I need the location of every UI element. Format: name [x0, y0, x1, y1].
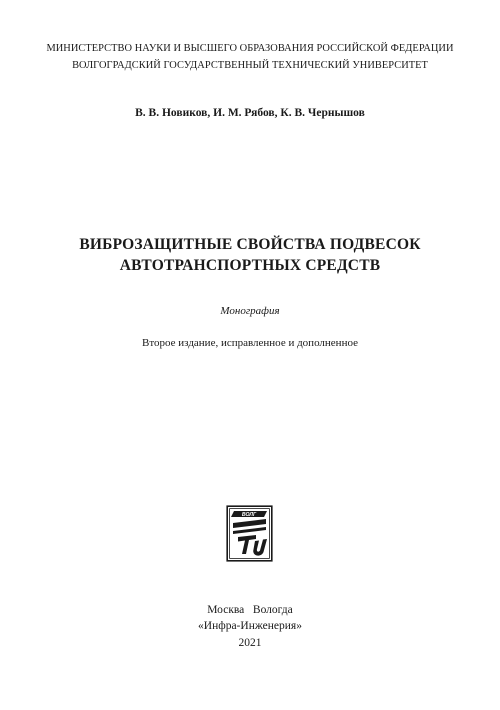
- volgtu-emblem-icon: [226, 505, 273, 562]
- genre-label: Монография: [220, 305, 280, 317]
- logo-text: ВОЛГ: [241, 512, 257, 518]
- imprint-cities: Москва Вологда: [207, 604, 293, 616]
- authors: В. В. Новиков, И. М. Рябов, К. В. Чернышов: [135, 107, 365, 119]
- university-line: ВОЛГОГРАДСКИЙ ГОСУДАРСТВЕННЫЙ ТЕХНИЧЕСКИЙ УНИВЕРСИТЕТ: [72, 60, 428, 71]
- ministry-line-1: МИНИСТЕРСТВО НАУКИ И ВЫСШЕГО ОБРАЗОВАНИЯ РОССИЙСКОЙ ФЕДЕРАЦИИ: [46, 43, 454, 54]
- book-title-line-1: ВИБРОЗАЩИТНЫЕ СВОЙСТВА ПОДВЕСОК: [79, 236, 421, 253]
- book-title-line-2: АВТОТРАНСПОРТНЫХ СРЕДСТВ: [119, 257, 381, 274]
- publication-year: 2021: [238, 637, 262, 649]
- publisher-name: «Инфра-Инженерия»: [198, 620, 302, 632]
- edition-note: Второе издание, исправленное и дополненное: [142, 337, 358, 349]
